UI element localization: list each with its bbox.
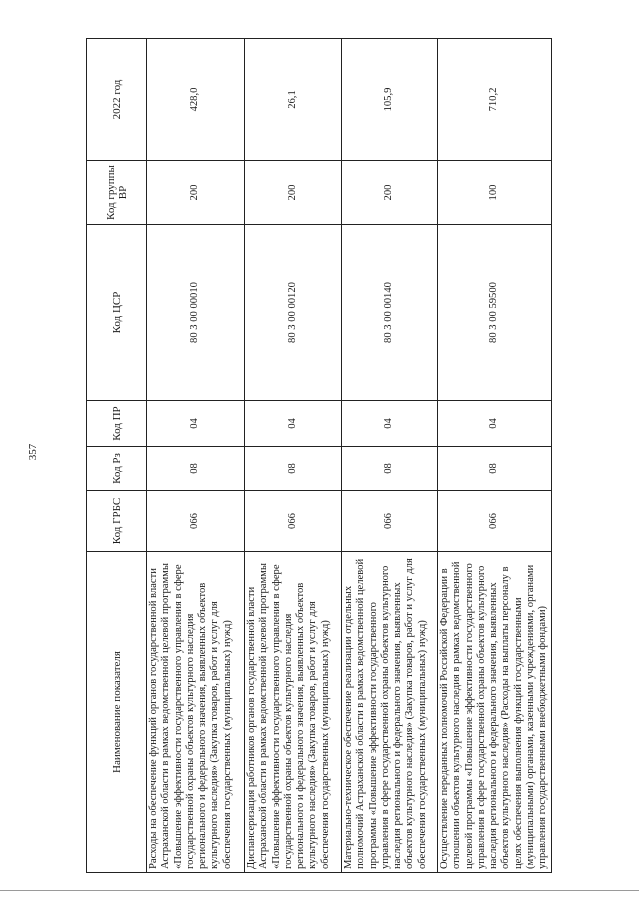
row-csr: 80 3 00 00010 [147, 225, 245, 401]
row-rz: 08 [342, 447, 438, 491]
row-csr: 80 3 00 59500 [438, 225, 552, 401]
row-grbs: 066 [245, 491, 342, 552]
page-number: 357 [27, 443, 39, 461]
row-amount: 105,9 [342, 39, 438, 161]
row-name: Осуществление переданных полномочий Российской Федерации в отношении объектов культурного наследия в рамках ведомственной целевой программы «Повышение эффективности государственного управления в сфере государственной охраны объектов культурного наследия регионального и федерального значения, выявленных объектов культурного наследия» (Расходы на выплаты персоналу в целях обеспечения выполнения функций государственными (муниципальными) органами, казенными учреждениями, органами управления государственными внебюджетными фондами) [438, 552, 552, 873]
row-rz: 08 [245, 447, 342, 491]
table-row [245, 39, 342, 873]
row-pr: 04 [147, 401, 245, 447]
table-header-row [87, 39, 147, 873]
row-rz: 08 [438, 447, 552, 491]
row-vr: 200 [342, 161, 438, 225]
budget-table [86, 38, 552, 873]
row-name: Материально-техническое обеспечение реализации отдельных полномочий Астраханской области в рамках ведомственной целевой программы «Повышение эффективности государственного управления в сфере государственной охраны объектов культурного наследия регионального и федерального значения, выявленных объектов культурного наследия» (Закупка товаров, работ и услуг для обеспечения государственных (муниципальных) нужд) [342, 552, 438, 873]
row-amount: 26,1 [245, 39, 342, 161]
header-csr: Код ЦСР [87, 225, 147, 401]
header-pr: Код ПР [87, 401, 147, 447]
row-name: Диспансеризация работников органов государственной власти Астраханской области в рамках ведомственной целевой программы «Повышение эффективности государственного управления в сфере государственной охраны объектов культурного наследия регионального и федерального значения, выявленных объектов культурного наследия» (Закупка товаров, работ и услуг для обеспечения государственных (муниципальных) нужд) [245, 552, 342, 873]
row-vr: 100 [438, 161, 552, 225]
row-csr: 80 3 00 00140 [342, 225, 438, 401]
row-amount: 710,2 [438, 39, 552, 161]
row-pr: 04 [245, 401, 342, 447]
header-year: 2022 год [87, 39, 147, 161]
row-grbs: 066 [342, 491, 438, 552]
row-pr: 04 [342, 401, 438, 447]
header-rz: Код Рз [87, 447, 147, 491]
rotated-page-content [86, 39, 549, 873]
row-amount: 428,0 [147, 39, 245, 161]
bottom-rule [0, 890, 639, 891]
table-row [438, 39, 552, 873]
table-row [147, 39, 245, 873]
row-pr: 04 [438, 401, 552, 447]
row-csr: 80 3 00 00120 [245, 225, 342, 401]
row-vr: 200 [245, 161, 342, 225]
row-vr: 200 [147, 161, 245, 225]
row-name: Расходы на обеспечение функций органов государственной власти Астраханской области в рамках ведомственной целевой программы «Повышение эффективности государственного управления в сфере государственной охраны объектов культурного наследия регионального и федерального значения, выявленных объектов культурного наследия» (Закупка товаров, работ и услуг для обеспечения государственных (муниципальных) нужд) [147, 552, 245, 873]
header-grbs: Код ГРБС [87, 491, 147, 552]
table-row [342, 39, 438, 873]
row-rz: 08 [147, 447, 245, 491]
header-name: Наименование показателя [87, 552, 147, 873]
header-vr: Код группы ВР [87, 161, 147, 225]
row-grbs: 066 [147, 491, 245, 552]
row-grbs: 066 [438, 491, 552, 552]
